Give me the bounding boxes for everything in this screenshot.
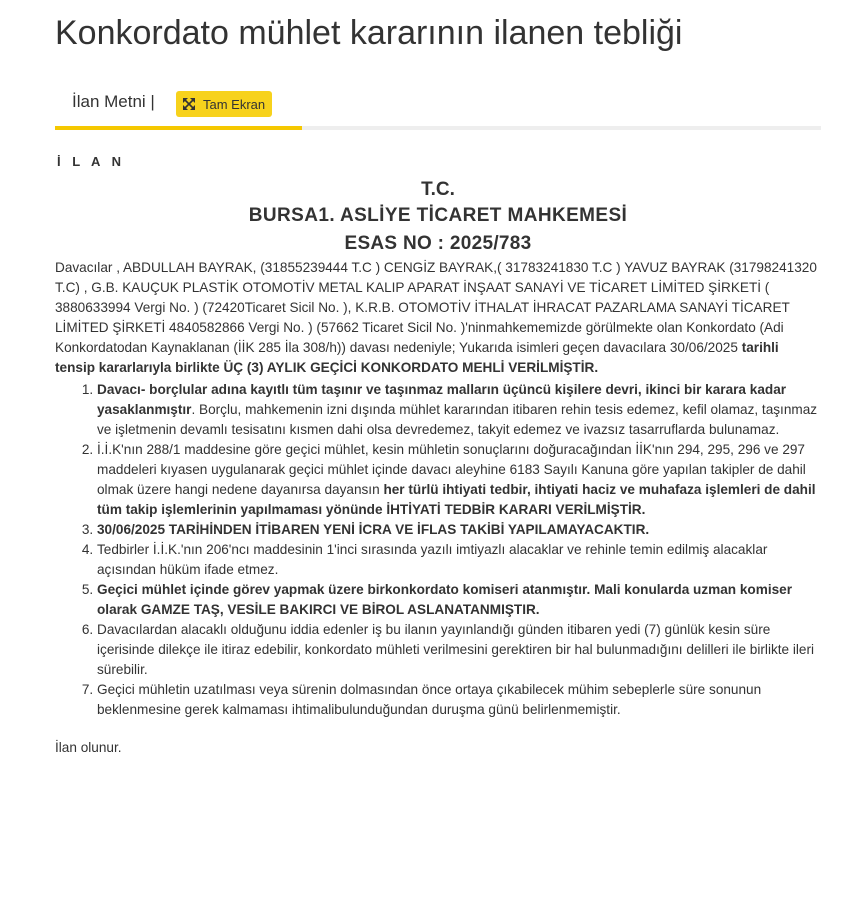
fullscreen-button[interactable] (176, 91, 272, 117)
list-item (97, 540, 821, 580)
intro-text: Davacılar , ABDULLAH BAYRAK, (31855239444 T.C ) CENGİZ BAYRAK,( 31783241830 T.C ) YAVUZ BAYRAK (31798241320 T.C) , G.B. KAUÇUK PLASTİK OTOMOTİV METAL KALIP APARAT İNŞAAT SANAYİ VE TİCARET LİMİTED ŞİRKETİ ( 3880633994 Vergi No. ) (72420Ticaret Sicil No. ), K.R.B. OTOMOTİV İTHALAT İHRACAT PAZARLAMA SANAYİ TİCARET LİMİTED ŞİRKETİ 4840582866 Vergi No. ) (57662 Ticaret Sicil No. )'ninmahkememizde görülmekte olan Konkordato (Adi Konkordatodan Kaynaklanan (İİK 285 İla 308/h)) davası nedeniyle; Yukarıda isimleri geçen davacılara 30/06/2025 (55, 260, 817, 355)
notice-body (55, 152, 821, 758)
intro-paragraph (55, 258, 821, 378)
item-bold-text: Davacı- borçlular adına kayıtlı tüm taşınır ve taşınmaz malların üçüncü kişilere devri, ikinci bir karara kadar yasaklanmıştır (97, 382, 787, 417)
page-title: Konkordato mühlet kararının ilanen tebliği (55, 14, 683, 52)
list-item (97, 580, 821, 620)
item-bold-text: her türlü ihtiyati tedbir, ihtiyati haciz ve muhafaza işlemleri de dahil tüm takip işlemlerinin yapılmaması yönünde İHTİYATİ TEDBİR KARARI VERİLMİŞTİR. (97, 482, 816, 517)
notice-heading: İ L A N (57, 154, 125, 169)
fullscreen-label: Tam Ekran (203, 96, 266, 112)
case-number: ESAS NO : 2025/783 (344, 233, 532, 254)
item-text: . Borçlu, mahkemenin izni dışında mühlet kararından itibaren rehin tesis edemez, kefil olamaz, taşınmaz ve işletmenin devamlı tesisatını kısmen dahi olsa devredemez, takyit edemez ve ivazsız tasarruflarda bulunamaz. (97, 402, 818, 437)
court-heading: BURSA1. ASLİYE TİCARET MAHKEMESİ (248, 205, 628, 226)
item-text: İ.İ.K'nın 288/1 maddesine göre geçici mühlet, kesin mühletin sonuçlarını doğuracağından İİK'nın 294, 295, 296 ve 297 maddeleri kıyasen uygulanarak geçici mühlet içinde davacı aleyhine 6183 Sayılı Kanuna göre yapılan takipler de dahil olmak üzere hangi nedene dayanırsa dayansın (97, 442, 806, 497)
item-bold-text: Geçici mühlet içinde görev yapmak üzere birkonkordato komiseri atanmıştır. Mali konularda uzman komiser olarak GAMZE TAŞ, VESİLE BAKIRCI VE BİROL ASLANATANMIŞTIR. (97, 582, 793, 617)
item-text: Davacılardan alacaklı olduğunu iddia edenler iş bu ilanın yayınlandığı günden itibaren yedi (7) günlük kesin süre içerisinde dilekçe ile itiraz edebilir, konkordato mühleti verilmesini gerektiren bir hal bulunmadığını delilleri ile birlikte ileri sürebilir. (97, 622, 815, 677)
tab-bar (55, 88, 821, 130)
list-item (97, 680, 821, 720)
list-item (97, 620, 821, 680)
expand-arrows-icon (182, 97, 196, 111)
list-item (97, 520, 821, 540)
intro-bold-text: tarihli tensip kararlarıyla birlikte ÜÇ (3) AYLIK GEÇİCİ KONKORDATO MEHLİ VERİLMİŞTİR. (55, 340, 779, 375)
item-text: Tedbirler İ.İ.K.'nın 206'ncı maddesinin 1'inci sırasında yazılı imtiyazlı alacaklar ve rehinle temin edilmiş alacaklar açısından hüküm ifade etmez. (97, 542, 768, 577)
list-item (97, 380, 821, 440)
country-heading: T.C. (421, 179, 455, 200)
item-bold-text: 30/06/2025 TARİHİNDEN İTİBAREN YENİ İCRA VE İFLAS TAKİBİ YAPILAMAYACAKTIR. (97, 522, 650, 537)
item-text: Geçici mühletin uzatılması veya sürenin dolmasından önce ortaya çıkabilecek mühim sebeplerle süre sonunun beklenmesine gerek kalmaması ihtimalibulunduğundan duruşma günü belirlenmemiştir. (97, 682, 762, 717)
closing-line: İlan olunur. (55, 740, 122, 755)
list-item (97, 440, 821, 520)
tab-ilan-metni[interactable]: İlan Metni | (72, 92, 155, 111)
tab-active-indicator (55, 126, 302, 130)
notice-items (55, 380, 821, 720)
